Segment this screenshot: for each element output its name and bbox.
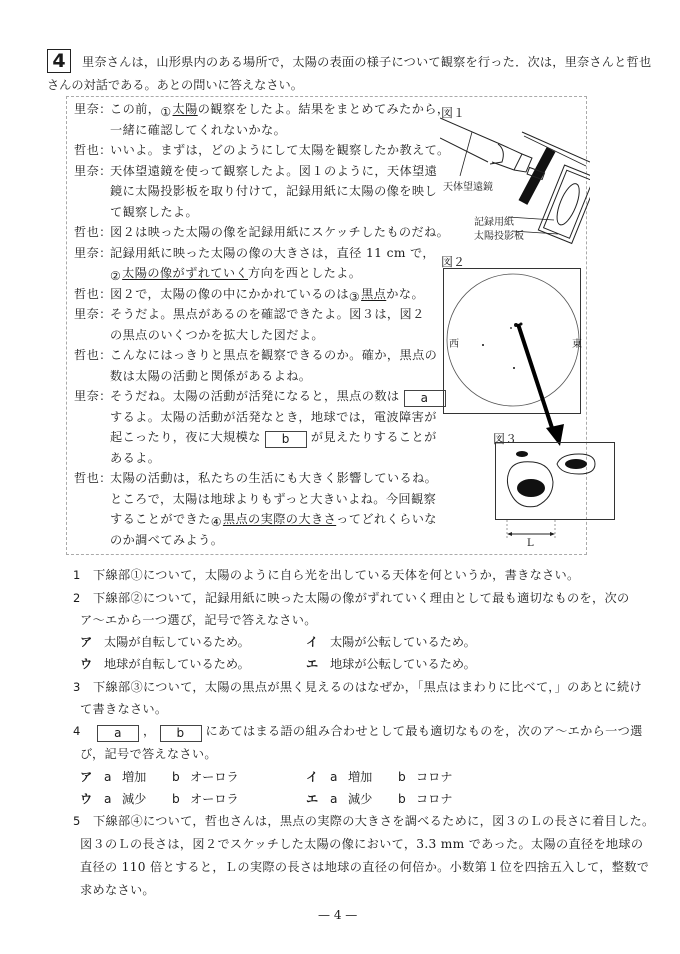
q2-option-u: ウ 地球が自転しているため。 [80,657,250,671]
q4-option-u: ウ a 減少 b オーロラ [80,792,239,806]
text: 図２で，太陽の像の中にかかれているのは [110,286,349,301]
underline-2: 太陽の像がずれていく [122,266,249,280]
text: することができた [110,512,211,526]
mount-bar [519,147,556,205]
q-text: 下線部②について，記録用紙に映った太陽の像がずれていく理由として最も適切なものを，次の [93,591,630,605]
projection-rod [522,132,590,162]
sunspot-small [516,451,528,457]
text: 記録用紙に映った太陽の像の大きさは，直径 11 cm で， [110,245,435,260]
marker-2: ② [110,269,122,283]
q-number: 5 [73,814,81,828]
dialogue-line [74,162,437,179]
speaker-label: 哲也： [74,225,112,239]
dialogue-line: するよ。太陽の活動が活発なとき，地球では，電波障害が [110,409,437,424]
dialogue-line [74,244,435,261]
telescope-tube [440,118,532,172]
fig1-label-paper: 記録用紙 [474,217,514,228]
q2-option-a: ア 太陽が自転しているため。 [80,635,250,649]
text: この前， [110,102,161,116]
fig3-title: 図３ [493,432,518,446]
underline-3: 黒点 [361,286,387,301]
q4-option-i: イ a 増加 b コロナ [306,770,453,784]
dialogue-line [74,346,437,363]
dialogue-line: あるよ。 [110,450,161,465]
text: が見えたりすることが [310,430,437,444]
question-2 [73,589,629,606]
fig1-title: 図１ [441,106,466,120]
text: ってどれくらいな [336,512,437,526]
question-3 [73,678,642,695]
dialogue-line [74,223,449,240]
dialogue-line [74,305,425,322]
dialogue-line: 鏡に太陽投影板を取り付けて，記録用紙に太陽の像を映し [110,184,438,198]
question-2-line2: ア～エから一つ選び，記号で答えなさい。 [80,613,317,627]
question-number-box: 4 [47,49,71,73]
text: いいよ。まずは，どのようにして太陽を観察したか教えて。 [110,143,450,157]
marker-3: ③ [348,289,361,304]
q-number: 2 [73,591,81,605]
sunspot [482,344,484,346]
question-5 [73,812,654,829]
fig1-label-board: 太陽投影板 [474,231,524,242]
umbra [565,459,587,469]
speaker-label: 哲也： [74,471,112,485]
text: そうだね。太陽の活動が活発になると，黒点の数は [110,389,400,403]
q2-option-e: エ 地球が公転しているため。 [306,657,476,671]
question-5-line4: 求めなさい。 [80,883,155,897]
fig3-length-label: L [527,538,534,549]
fig3-sunspot-enlarged [495,442,620,550]
underline-1: 太陽 [172,102,198,116]
dialogue-line: のか調べてみよう。 [110,532,224,547]
speaker-label: 哲也： [74,286,112,301]
intro-line-1: 里奈さんは，山形県内のある場所で，太陽の表面の様子について観察を行った．次は，里奈さんと哲也 [82,55,652,69]
dialogue-line [110,264,361,283]
dialogue-line [110,428,437,448]
q-number: 1 [73,568,81,582]
speaker-label: 里奈： [74,245,112,260]
speaker-label: 里奈： [74,102,112,116]
umbra-large [517,479,545,497]
speaker-label: 里奈： [74,307,112,321]
dialogue-line [110,510,437,529]
question-3-line2: て書きなさい。 [80,702,168,716]
text: 図２は映った太陽の像を記録用紙にスケッチしたものだね。 [110,225,450,239]
pointer-line [460,132,472,176]
dialogue-line: て観察したよ。 [110,204,199,219]
speaker-label: 哲也： [74,348,112,362]
q2-option-i: イ 太陽が公転しているため。 [306,635,476,649]
text: そうだよ。黒点があるのを確認できたよ。図３は，図２ [110,307,425,321]
speaker-label: 里奈： [74,389,112,403]
dialogue-line: の黒点のいくつかを拡大した図だよ。 [110,327,324,342]
q4-blank-b: b [160,725,202,742]
dialogue-line: 一緒に確認してくれないかな。 [110,122,287,137]
q-text: にあてはまる語の組み合わせとして最も適切なものを，次のア～エから一つ選 [205,724,643,738]
question-1 [73,566,580,583]
text: 方向を西としたよ。 [248,266,362,280]
dialogue-line: ところで，太陽は地球よりもずっと大きいよね。今回観察 [110,491,437,506]
dialogue-line [74,387,450,407]
question-5-line2: 図３のＬの長さは，図２でスケッチした太陽の像において，3.3 mm であった。太陽の直径を地球の [80,837,644,851]
q4-option-e: エ a 減少 b コロナ [306,792,453,806]
dialogue-line [74,285,424,304]
text: 天体望遠鏡を使って観察したよ。図１のように，天体望遠 [110,163,438,178]
text: 起こったり，夜に大規模な [110,430,261,444]
text: こんなにはっきりと黒点を観察できるのか。確か，黒点の [110,348,438,362]
q4-blank-a: a [97,725,139,742]
q4-option-a: ア a 増加 b オーロラ [80,770,239,784]
fig2-west-label: 西 [449,339,459,350]
question-4-line2: び，記号で答えなさい。 [80,747,217,761]
q-number: 4 [73,724,81,738]
fig2-east-label: 東 [572,339,582,350]
q-text: 下線部①について，太陽のように自ら光を出している天体を何というか，書きなさい。 [93,568,580,582]
fig3-frame [496,443,615,520]
question-4: 4 a ， b にあてはまる語の組み合わせとして最も適切なものを，次のア～エから一つ選 [73,724,643,740]
intro-line-2: さんの対話である。あとの問いに答えなさい。 [47,78,303,92]
dialogue-line [74,100,449,119]
dialogue-line: 数は太陽の活動と関係があるよね。 [110,368,312,383]
fig2-title: 図２ [441,255,466,269]
blank-b: b [265,431,307,448]
question-5-line3: 直径の 110 倍とすると，Ｌの実際の長さは地球の直径の何倍か。小数第１位を四捨五入して，整数で [80,860,650,874]
enlarge-arrow [510,320,570,450]
marker-1: ① [160,105,172,119]
marker-4: ④ [210,515,222,529]
q-number: 3 [73,680,81,694]
text: 太陽の活動は，私たちの生活にも大きく影響しているね。 [110,471,438,485]
page-number: — 4 — [318,908,358,922]
dialogue-line [74,141,450,158]
q-text: 下線部④について，哲也さんは，黒点の実際の大きさを調べるために，図３のＬの長さに着目した。 [93,814,655,828]
speaker-label: 哲也： [74,143,112,157]
text: かな。 [386,286,425,301]
q-text: 下線部③について，太陽の黒点が黒く見えるのはなぜか，「黒点はまわりに比べて，」のあとに続け [93,680,643,694]
dialogue-line [74,469,437,486]
speaker-label: 里奈： [74,163,112,178]
underline-4: 黒点の実際の大きさ [222,512,337,526]
fig1-label-telescope: 天体望遠鏡 [443,182,493,193]
projection-board [538,165,590,243]
blank-a: a [404,390,446,407]
text: の観察をしたよ。結果をまとめてみたから， [197,102,450,116]
